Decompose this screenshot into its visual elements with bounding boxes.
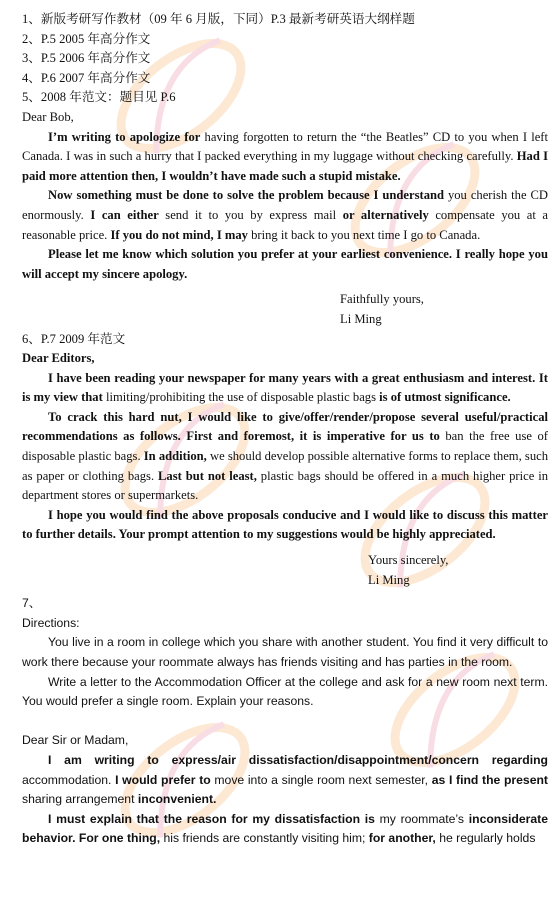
list-item: 4、P.6 2007 年高分作文 <box>22 70 151 85</box>
letter-greeting: Dear Editors, <box>22 351 95 366</box>
letter-paragraph <box>22 128 548 187</box>
bold-text-run: inconsiderate behavior. For one thing, <box>22 811 548 846</box>
list-item: 5、2008 年范文：题目见 P.6 <box>22 90 176 105</box>
bold-text-run: If you do not mind, I may <box>110 227 248 242</box>
bold-text-run: I have been reading your newspaper for many years with a great enthusiasm and interest. It is my view that <box>22 370 548 405</box>
text-run: my roommate’s <box>374 811 469 826</box>
bold-text-run: I’m writing to apologize for <box>48 129 201 144</box>
letter-paragraph <box>22 186 548 245</box>
text-run: compensate you at a reasonable price. <box>22 207 549 242</box>
text-run: accommodation. <box>22 772 116 787</box>
directions-label: Directions: <box>22 615 80 630</box>
bold-text-run: as I find the present <box>431 772 548 787</box>
bold-text-run: Now something must be done to solve the problem because I understand <box>48 188 444 203</box>
document-page <box>22 10 548 849</box>
section-heading: 6、P.7 2009 年范文 <box>22 331 126 346</box>
letter-paragraph <box>22 369 548 408</box>
text-run: we should develop possible alternative forms to replace them, such as paper or clothing bags. <box>22 449 548 483</box>
list-item: 2、P.5 2005 年高分作文 <box>22 31 151 46</box>
list-item: 3、P.5 2006 年高分作文 <box>22 51 151 66</box>
letter-signature: Li Ming <box>340 311 382 326</box>
letter-greeting: Dear Sir or Madam, <box>22 733 129 748</box>
text-run: you cherish the CD enormously. <box>22 188 548 222</box>
bold-text-run: I am writing to express/air dissatisfaction/disappointment/concern regarding <box>48 752 548 767</box>
text-run: he regularly holds <box>435 831 536 846</box>
bold-text-run: Last but not least, <box>158 468 257 483</box>
bold-text-run: inconvenient. <box>137 792 217 807</box>
letter-signature: Li Ming <box>368 572 410 587</box>
letter-closing: Yours sincerely, <box>368 553 449 568</box>
text-run: his friends are constantly visiting him; <box>160 831 369 846</box>
text-run: ban the free use of disposable plastic bags. <box>22 429 548 464</box>
bold-text-run: I can either <box>90 207 159 222</box>
text-run: sharing arrangement <box>22 792 138 807</box>
letter-paragraph <box>22 245 548 284</box>
bold-text-run: for another, <box>368 831 436 846</box>
text-run: plastic bags should be offered in a much higher price in department stores or supermarkets. <box>22 468 548 503</box>
text-run: bring it back to you next time I go to Canada. <box>247 227 481 242</box>
bold-text-run: Had I paid more attention then, I wouldn’t have made such a stupid mistake. <box>22 149 548 183</box>
text-run: limiting/prohibiting the use of disposable plastic bags <box>102 390 380 405</box>
bold-text-run: I must explain that the reason for my dissatisfaction is <box>48 811 375 826</box>
directions-paragraph: Write a letter to the Accommodation Officer at the college and ask for a new room next term. You would prefer a single room. Explain your reasons. <box>22 674 548 709</box>
letter-paragraph <box>22 408 548 506</box>
letter-paragraph <box>22 751 548 810</box>
bold-text-run: Please let me know which solution you prefer at your earliest convenience. I really hope you will accept my sincere apology. <box>22 247 548 281</box>
bold-text-run: I would prefer to <box>115 772 211 787</box>
letter-paragraph <box>22 810 548 849</box>
letter-closing: Faithfully yours, <box>340 292 424 307</box>
bold-text-run: In addition, <box>143 449 207 464</box>
section-heading: 7、 <box>22 596 41 611</box>
list-item: 1、新版考研写作教材（09 年 6 月版，下同）P.3 最新考研英语大纲样题 <box>22 12 415 26</box>
text-run: send it to you by express mail <box>158 207 343 222</box>
bold-text-run: I hope you would find the above proposals conducive and I would like to discuss this matter to further details. Your prompt attention to my suggestions would be highly appreciated. <box>22 507 548 542</box>
letter-paragraph <box>22 506 548 545</box>
text-run: move into a single room next semester, <box>210 772 432 787</box>
bold-text-run: is of utmost significance. <box>379 390 511 405</box>
directions-paragraph: You live in a room in college which you share with another student. You find it very difficult to work there because your roommate always has friends visiting and has parties in the room. <box>22 635 548 669</box>
letter-greeting: Dear Bob, <box>22 109 74 124</box>
bold-text-run: or alternatively <box>342 207 429 222</box>
bold-text-run: To crack this hard nut, I would like to give/offer/render/propose several useful/practical recommendations as follows. First and foremost, it is imperative for us to <box>22 409 548 444</box>
text-run: having forgotten to return the “the Beatles” CD to you when I left Canada. I was in such a hurry that I packed everything in my luggage without checking carefully. <box>22 129 548 164</box>
